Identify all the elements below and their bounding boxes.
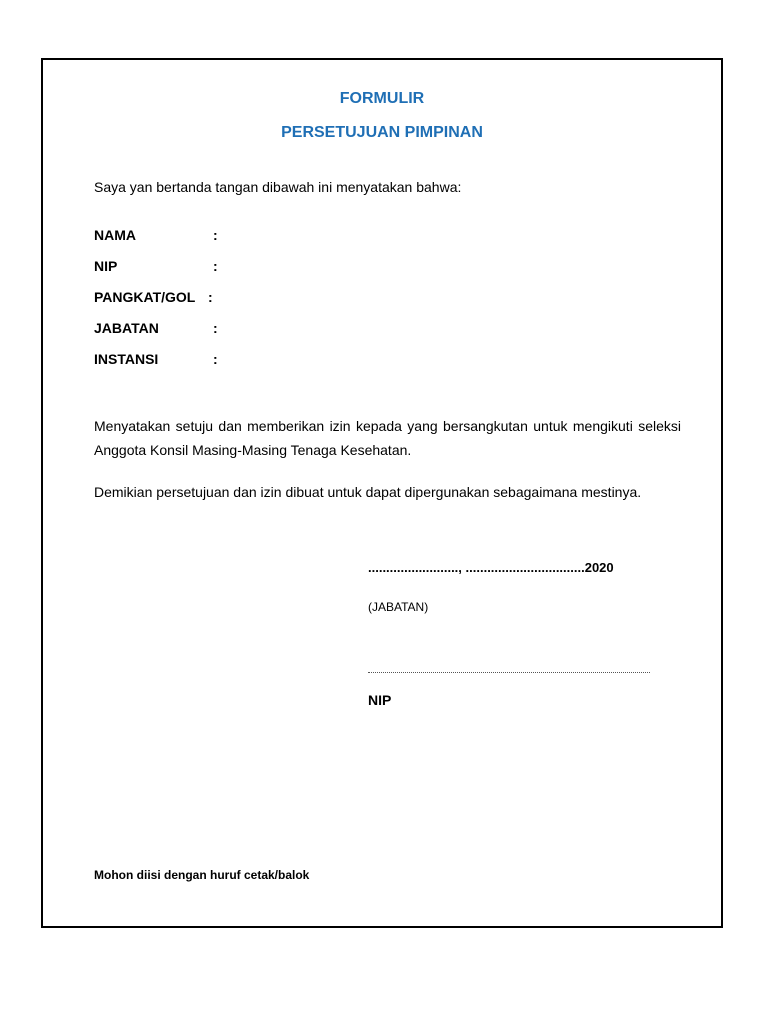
intro-text: Saya yan bertanda tangan dibawah ini menyatakan bahwa:	[94, 179, 462, 195]
field-label: JABATAN	[94, 320, 159, 336]
field-label: INSTANSI	[94, 351, 159, 367]
form-frame	[41, 58, 723, 928]
position-placeholder: (JABATAN)	[368, 600, 429, 614]
place-date-line: ........................., .................................2020	[368, 560, 614, 575]
signature-line	[368, 672, 650, 673]
fill-instruction-note: Mohon diisi dengan huruf cetak/balok	[94, 868, 310, 882]
signer-nip-label: NIP	[368, 692, 392, 708]
field-colon: :	[213, 320, 218, 336]
field-colon: :	[208, 289, 213, 305]
field-colon: :	[213, 351, 218, 367]
field-label: NIP	[94, 258, 118, 274]
field-label: NAMA	[94, 227, 136, 243]
form-subtitle: PERSETUJUAN PIMPINAN	[281, 124, 483, 141]
field-colon: :	[213, 227, 218, 243]
approval-paragraph: Menyatakan setuju dan memberikan izin kepada yang bersangkutan untuk mengikuti seleksi Anggota Konsil Masing-Masing Tenaga Kesehatan.	[94, 418, 681, 458]
closing-paragraph: Demikian persetujuan dan izin dibuat untuk dapat dipergunakan sebagaimana mestinya.	[94, 484, 642, 500]
field-colon: :	[213, 258, 218, 274]
field-label: PANGKAT/GOL	[94, 289, 196, 305]
form-title: FORMULIR	[339, 90, 425, 107]
